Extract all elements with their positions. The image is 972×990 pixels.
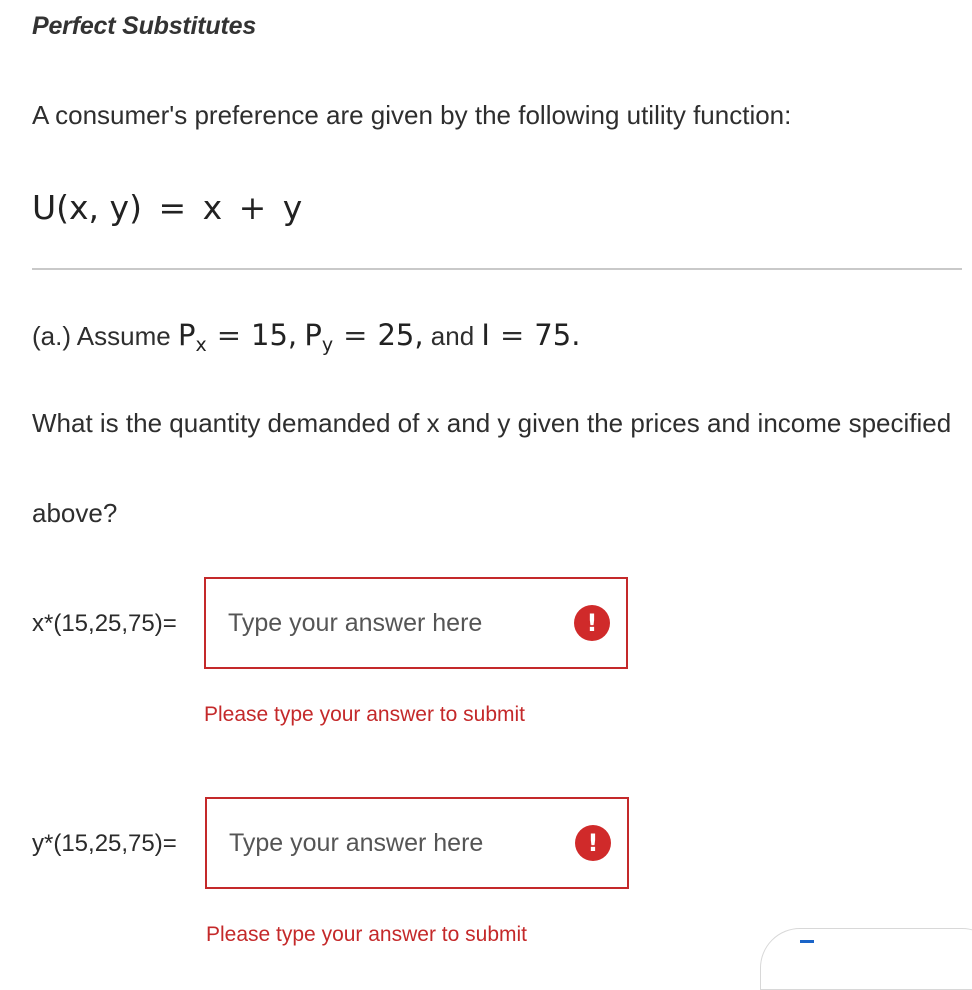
answer-x-input[interactable] [206,579,574,667]
answer-y-box[interactable] [205,797,629,889]
section-title: Perfect Substitutes [32,12,257,40]
divider [32,268,962,270]
income-symbol: I [481,318,490,352]
py-symbol: P [304,318,322,352]
py-subscript: y [321,334,334,356]
equals-sign: = [343,318,368,352]
px-value: 15, [251,318,298,352]
question-text-continued: above? [32,498,118,528]
px-subscript: x [195,334,207,356]
answer-y-input[interactable] [207,799,575,887]
answer-x-label: x*(15,25,75)= [32,610,177,637]
answer-x-box[interactable] [204,577,628,669]
error-icon: ! [575,825,611,861]
intro-text: A consumer's preference are given by the following utility function: [32,100,792,130]
part-a-assumption [32,318,581,356]
error-icon: ! [574,605,610,641]
floating-widget[interactable] [760,928,972,990]
and-text: and [430,321,475,351]
answer-y-label: y*(15,25,75)= [32,830,177,857]
px-symbol: P [177,318,196,352]
equals-sign: = [499,318,525,352]
widget-icon [800,940,814,943]
utility-x: x [202,188,223,227]
equals-sign: = [158,188,187,227]
equals-sign: = [216,318,242,352]
py-value: 25, [377,318,424,352]
utility-y: y [282,188,303,227]
answer-y-error: Please type your answer to submit [206,923,527,946]
income-value: 75. [534,318,581,352]
utility-function [32,188,302,227]
question-text: What is the quantity demanded of x and y given the prices and income specified [32,408,952,438]
part-a-label: (a.) Assume [32,321,171,351]
utility-lhs: U(x, y) [32,188,142,227]
plus-sign: + [238,188,267,227]
answer-x-error: Please type your answer to submit [204,703,525,726]
